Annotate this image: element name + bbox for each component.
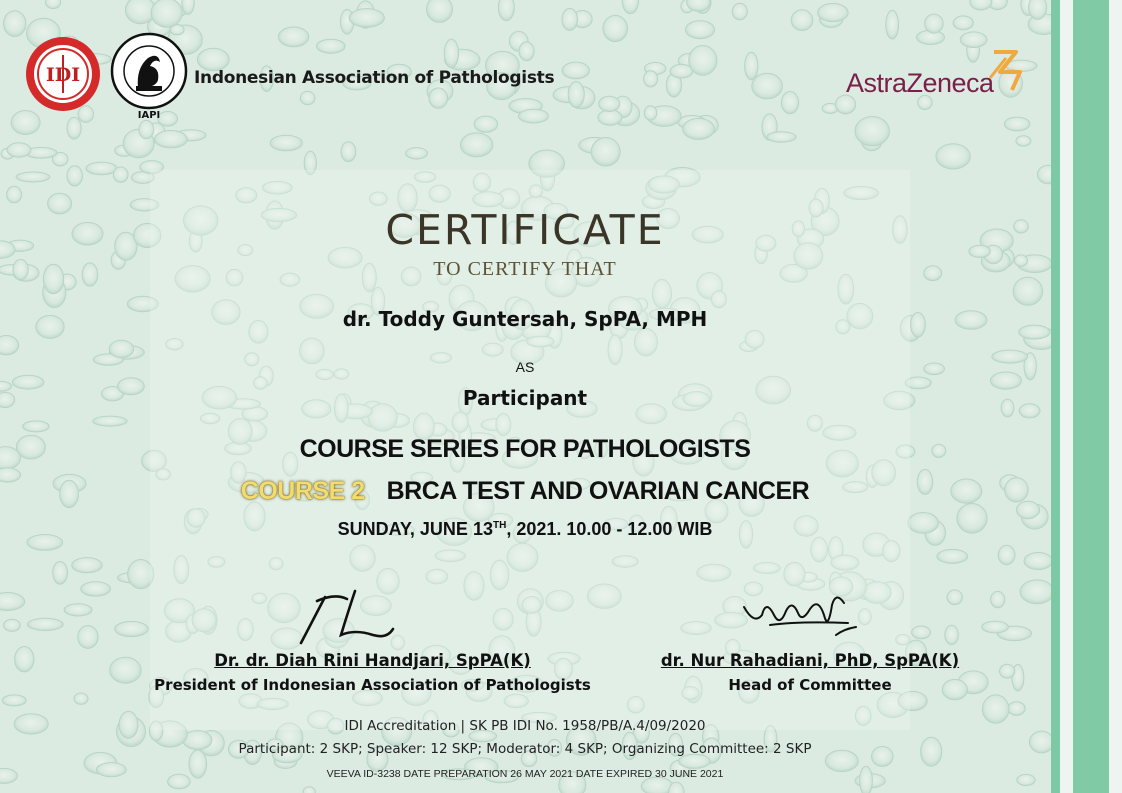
texture-cell [317,39,346,53]
texture-cell [752,73,783,99]
association-name: Indonesian Association of Pathologists [194,68,555,88]
texture-cell [81,582,111,596]
texture-cell [151,0,182,27]
astrazeneca-logo-mark [986,48,1026,94]
texture-cell [474,116,498,132]
texture-cell [64,604,92,616]
texture-cell [498,0,514,21]
signature-committee-head [740,585,860,645]
texture-cell [644,71,658,87]
texture-cell [689,46,717,76]
texture-cell [1029,0,1047,19]
texture-cell [11,111,40,135]
texture-cell [278,27,308,47]
texture-cell [1000,664,1015,678]
texture-cell [936,144,970,169]
texture-cell [791,10,813,31]
iapi-seal-abbrev: IAPI [137,110,161,120]
certificate-subtitle: TO CERTIFY THAT [433,258,617,280]
participant-role: Participant [462,386,588,410]
texture-cell [115,621,149,636]
date-suffix: TH [492,520,507,531]
texture-cell [349,9,384,28]
texture-cell [591,138,620,167]
texture-cell [925,14,944,33]
texture-cell [110,657,141,683]
texture-cell [46,0,61,9]
texture-cell [74,693,88,704]
texture-cell [303,787,315,793]
texture-cell [945,625,959,644]
texture-cell [644,106,657,120]
idi-logo-text: IDI [45,64,81,86]
texture-cell [78,626,98,649]
texture-cell [7,143,31,157]
texture-cell [998,545,1015,564]
texture-cell [113,167,128,182]
recipient-name: dr. Toddy Guntersah, SpPA, MPH [342,307,708,331]
texture-cell [685,21,714,39]
texture-cell [23,421,50,432]
texture-cell [519,42,534,61]
texture-cell [444,39,458,67]
texture-cell [818,4,849,22]
texture-cell [1013,277,1042,305]
texture-cell [429,88,448,108]
texture-cell [128,560,154,589]
texture-cell [53,562,68,585]
texture-cell [1004,117,1030,131]
texture-cell [1016,136,1031,146]
texture-cell [937,549,968,563]
texture-cell [991,591,1005,607]
texture-cell [683,118,715,139]
texture-cell [15,647,34,672]
texture-cell [155,131,188,148]
signatory-name: dr. Nur Rahadiani, PhD, SpPA(K) [660,651,960,670]
texture-cell [562,8,578,30]
texture-cell [953,16,973,30]
texture-cell [960,32,987,48]
texture-cell [767,132,796,142]
veeva-line: VEEVA ID-3238 DATE PREPARATION 26 MAY 2021 DATE EXPIRED 30 JUNE 2021 [326,768,724,780]
texture-cell [72,558,102,573]
texture-cell [406,148,428,159]
texture-cell [781,92,798,114]
as-label: AS [515,359,535,375]
border-stripe [1073,0,1109,793]
signatory-committee-head [640,651,980,694]
iapi-seal [108,28,190,120]
texture-cell [1024,553,1053,570]
signatory-president [140,651,605,694]
signature-president [295,585,405,647]
texture-cell [4,619,21,631]
course-line [0,477,1050,506]
texture-cell [568,82,584,108]
texture-cell [562,62,589,79]
event-date [0,519,1050,540]
texture-cell [109,340,133,357]
texture-cell [599,96,620,111]
border-stripe [1051,0,1060,793]
texture-cell [982,621,1009,633]
date-rest: , 2021. 10.00 - 12.00 WIB [506,519,713,539]
date-prefix: SUNDAY, JUNE 13 [337,519,493,539]
course-tag: COURSE 2 [240,477,365,505]
course-title: BRCA TEST AND OVARIAN CANCER [386,477,810,505]
border-stripe [1060,0,1073,793]
texture-cell [300,91,315,105]
texture-cell [93,416,127,426]
texture-cell [745,52,758,80]
texture-cell [947,590,962,605]
texture-cell [603,15,628,41]
skp-line: Participant: 2 SKP; Speaker: 12 SKP; Moderator: 4 SKP; Organizing Committee: 2 SKP [238,741,812,757]
idi-logo [24,35,102,113]
texture-cell [886,10,899,39]
texture-cell [1008,702,1025,716]
texture-cell [86,162,117,175]
texture-cell [427,0,453,22]
texture-cell [67,117,81,139]
texture-cell [27,618,63,630]
texture-cell [598,110,622,125]
certificate-title: CERTIFICATE [385,206,665,254]
texture-cell [139,120,154,138]
texture-cell [341,142,356,162]
sponsor-name: AstraZeneca [846,68,994,98]
texture-cell [912,626,931,639]
texture-cell [4,11,26,37]
texture-cell [270,135,302,151]
texture-cell [7,186,22,203]
texture-cell [16,172,50,182]
signatory-title: President of Indonesian Association of Pathologists [154,676,591,694]
texture-cell [67,166,83,186]
texture-cell [519,109,549,123]
signatory-title: Head of Committee [728,676,892,694]
texture-cell [2,695,26,706]
texture-cell [1020,580,1054,604]
course-series: COURSE SERIES FOR PATHOLOGISTS [299,435,751,463]
signatory-name: Dr. dr. Diah Rini Handjari, SpPA(K) [214,651,531,670]
border-stripe [1109,0,1122,793]
accreditation-line: IDI Accreditation | SK PB IDI No. 1958/PB/A.4/09/2020 [344,718,706,734]
texture-cell [855,117,889,146]
texture-cell [732,3,747,20]
texture-cell [460,133,492,157]
